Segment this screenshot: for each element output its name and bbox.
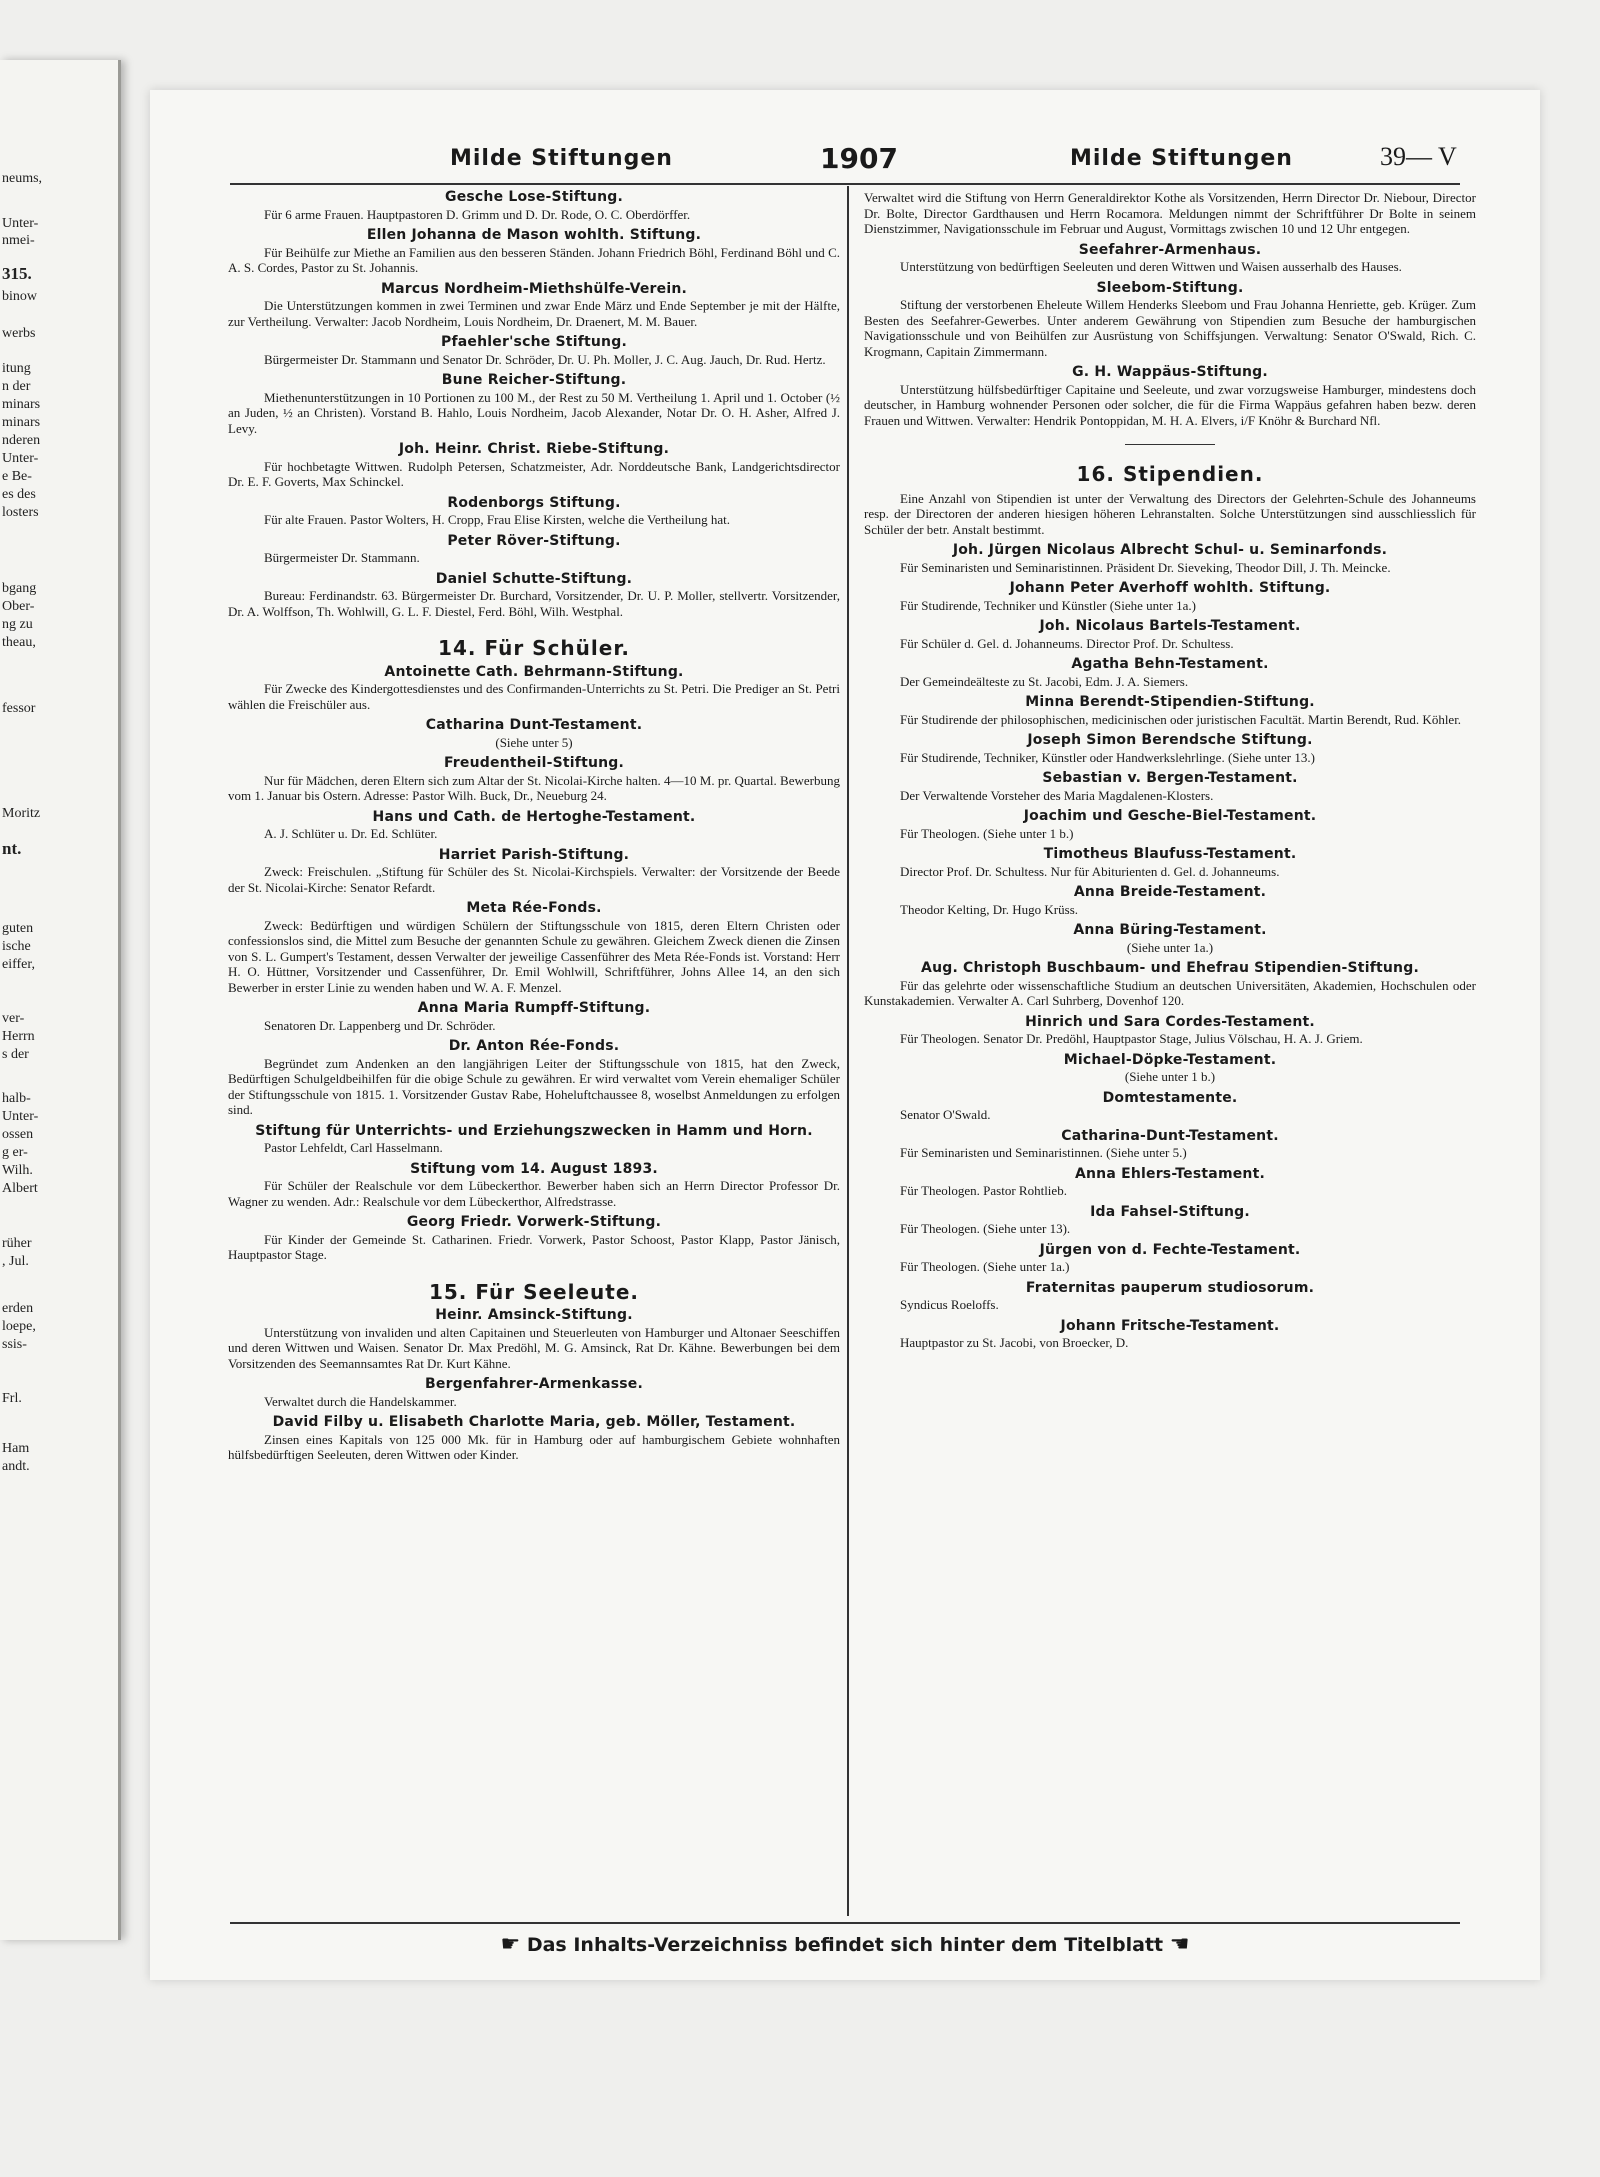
foundation-description: Stiftung der verstorbenen Eheleute Willem Henderks Sleebom und Frau Johanna Henriette, geb. Krüger. Zum Besten des Seefahrer-Gewerbes. Unter anderem Gewährung von Stipendien zum Besuche der hamburgischen Navigationsschule und von Beihülfen zur Ausrüstung von Schiffsjungen. Verwaltung: Senator O'Swald, Rich. C. Krogmann, Capitain Zimmermann. — [864, 297, 1476, 359]
foundation-entry — [228, 1215, 840, 1263]
header-right-title: Milde Stiftungen — [1070, 146, 1293, 171]
foundation-description: Für Beihülfe zur Miethe an Familien aus den besseren Ständen. Johann Friedrich Böhl, Ferdinand Böhl und C. A. S. Cordes, Pastor zu St. Johannis. — [228, 244, 840, 275]
adjacent-page-fragment: bgang — [2, 581, 37, 596]
foundation-description: Für Zwecke des Kindergottesdienstes und des Confirmanden-Unterrichts zu St. Petri. Die Prediger an St. Petri wählen die Freischüler aus. — [228, 681, 840, 712]
foundation-description: A. J. Schlüter u. Dr. Ed. Schlüter. — [264, 826, 438, 841]
foundation-entry — [864, 1053, 1476, 1085]
foundation-entry — [864, 1167, 1476, 1199]
adjacent-page-fragment: ng zu — [2, 617, 33, 632]
foundation-title: Bune Reicher-Stiftung. — [441, 372, 627, 388]
pointing-hand-right-icon: ☚ — [1169, 1932, 1190, 1957]
adjacent-page-fragment: minars — [2, 397, 41, 412]
foundation-title: Joseph Simon Berendsche Stiftung. — [1027, 732, 1313, 748]
foundation-title: Seefahrer-Armenhaus. — [1078, 241, 1262, 258]
foundation-entry — [864, 1091, 1476, 1123]
foundation-entry — [228, 335, 840, 367]
foundation-title: Hinrich und Sara Cordes-Testament. — [1025, 1013, 1315, 1030]
foundation-title: Stiftung vom 14. August 1893. — [410, 1160, 658, 1177]
adjacent-page-fragment: theau, — [2, 635, 36, 650]
foundation-entry — [228, 810, 840, 842]
pointing-hand-left-icon: ☛ — [500, 1932, 521, 1957]
adjacent-page-fragment: ische — [2, 939, 31, 954]
page-number: 39— V — [1380, 142, 1457, 171]
foundation-description: Für Kinder der Gemeinde St. Catharinen. Friedr. Vorwerk, Pastor Schoost, Pastor Klapp, Pastor Jänisch, Hauptpastor Stage. — [228, 1231, 840, 1262]
adjacent-page-fragment: ssis- — [2, 1337, 27, 1352]
footer-text: Das Inhalts-Verzeichniss befindet sich hinter dem Titelblatt — [526, 1934, 1164, 1956]
adjacent-page-fragment: Herrn — [2, 1029, 35, 1044]
adjacent-page-fragment: binow — [2, 289, 37, 304]
foundation-title: Sebastian v. Bergen-Testament. — [1042, 770, 1298, 786]
adjacent-page-fragment: n der — [2, 379, 31, 394]
foundation-entry — [228, 572, 840, 620]
header-rule — [230, 183, 1460, 185]
foundation-description: Nur für Mädchen, deren Eltern sich zum Altar der St. Nicolai-Kirche halten. 4—10 M. pr. Quartal. Bewerbung vom 1. Januar bis Ostern. Adresse: Pastor Wilh. Buck, Dr., Neueburg 24. — [228, 772, 840, 803]
foundation-description: Für 6 arme Frauen. Hauptpastoren D. Grimm und D. Dr. Rode, O. C. Oberdörffer. — [264, 206, 691, 222]
adjacent-page-fragment: itung — [2, 361, 31, 376]
foundation-title: Gesche Lose-Stiftung. — [445, 189, 623, 205]
adjacent-page-fragment: Unter- — [2, 216, 39, 231]
foundation-description: Unterstützung von invaliden und alten Capitainen und Steuerleuten von Hamburger und Altonaer Seeschiffen und deren Wittwen und Waisen. Senator Dr. Max Predöhl, M. G. Amsinck, Rat Dr. Kähne. Bewerbungen bei dem Vorsitzenden des Seemannsamtes Rat Dr. Kurt Kähne. — [228, 1324, 840, 1371]
column-divider — [847, 186, 849, 1916]
section-heading: 14. Für Schüler. — [438, 636, 630, 660]
foundation-title: Anna Maria Rumpff-Stiftung. — [417, 1000, 651, 1016]
adjacent-page-fragment: ver- — [2, 1011, 25, 1026]
header-left-title: Milde Stiftungen — [450, 146, 673, 171]
adjacent-page-fragment: andt. — [2, 1459, 30, 1474]
adjacent-page-fragment: , Jul. — [2, 1254, 29, 1269]
foundation-entry — [228, 1415, 840, 1463]
foundation-title: Meta Rée-Fonds. — [466, 900, 602, 916]
foundation-entry — [228, 442, 840, 490]
foundation-title: Heinr. Amsinck-Stiftung. — [435, 1307, 633, 1323]
foundation-description: Der Gemeindeälteste zu St. Jacobi, Edm. J. A. Siemers. — [900, 673, 1189, 689]
adjacent-page-fragment: nmei- — [2, 233, 35, 248]
foundation-title: Harriet Parish-Stiftung. — [438, 846, 630, 863]
foundation-entry — [864, 961, 1476, 1009]
foundation-title: Ida Fahsel-Stiftung. — [1090, 1203, 1250, 1220]
foundation-description: Für Seminaristen und Seminaristinnen. (Siehe unter 5.) — [900, 1145, 1187, 1160]
adjacent-page-fragment: ossen — [2, 1127, 34, 1142]
foundation-entry — [228, 848, 840, 896]
adjacent-page-fragment: Ham — [2, 1441, 30, 1456]
foundation-description: Bürgermeister Dr. Stammann. — [264, 550, 420, 565]
foundation-title: Fraternitas pauperum studiosorum. — [1025, 1279, 1315, 1296]
foundation-title: David Filby u. Elisabeth Charlotte Maria, geb. Möller, Testament. — [272, 1414, 796, 1430]
foundation-entry — [864, 581, 1476, 613]
foundation-entry — [864, 1319, 1476, 1351]
foundation-title: G. H. Wappäus-Stiftung. — [1072, 364, 1268, 380]
foundation-description: Begründet zum Andenken an den langjährigen Leiter der Stiftungsschule von 1815, hat den Zweck, Bedürftigen Schulgeldbeihilfen für die obige Schule zu gewähren. Er wird verwaltet vom Verein ehemaliger Schüler der Stiftungsschule von 1815. 1. Vorsitzender Gustav Rabe, Hoheluftchaussee 8, woselbst Anmeldungen zu erfolgen sind. — [228, 1055, 840, 1117]
adjacent-page-fragment: Unter- — [2, 451, 39, 466]
foundation-description: Für Theologen. (Siehe unter 13). — [900, 1221, 1071, 1236]
foundation-description: Für Seminaristen und Seminaristinnen. Präsident Dr. Sieveking, Theodor Dill, J. Th. Meincke. — [900, 559, 1391, 575]
foundation-entry — [228, 901, 840, 995]
foundation-description: Theodor Kelting, Dr. Hugo Krüss. — [900, 901, 1079, 917]
foundation-entry — [864, 771, 1476, 803]
foundation-description: Für alte Frauen. Pastor Wolters, H. Cropp, Frau Elise Kirsten, welche die Vertheilung hat. — [264, 512, 731, 527]
foundation-entry — [228, 665, 840, 713]
foundation-entry — [864, 695, 1476, 727]
foundation-entry — [864, 1243, 1476, 1275]
foundation-title: Catharina-Dunt-Testament. — [1061, 1127, 1279, 1144]
foundation-entry — [864, 657, 1476, 689]
foundation-description: Director Prof. Dr. Schultess. Nur für Abiturienten d. Gel. d. Johanneums. — [900, 863, 1280, 879]
adjacent-page-fragment: g er- — [2, 1145, 28, 1160]
foundation-entry — [228, 718, 840, 750]
foundation-title: Catharina Dunt-Testament. — [425, 717, 643, 733]
adjacent-page-fragment: werbs — [2, 326, 36, 341]
foundation-entry — [864, 190, 1476, 237]
foundation-entry — [864, 243, 1476, 275]
foundation-title: Antoinette Cath. Behrmann-Stiftung. — [384, 663, 684, 680]
foundation-entry — [864, 281, 1476, 360]
foundation-description: Pastor Lehfeldt, Carl Hasselmann. — [264, 1140, 443, 1155]
foundation-title: Agatha Behn-Testament. — [1071, 656, 1269, 672]
foundation-description: Unterstützung von bedürftigen Seeleuten und deren Wittwen und Waisen ausserhalb des Hauses. — [900, 259, 1402, 274]
adjacent-page-fragment: nderen — [2, 433, 41, 448]
foundation-title: Aug. Christoph Buschbaum- und Ehefrau Stipendien-Stiftung. — [921, 960, 1419, 976]
foundation-title: Georg Friedr. Vorwerk-Stiftung. — [406, 1214, 662, 1230]
foundation-title: Johann Peter Averhoff wohlth. Stiftung. — [1009, 580, 1331, 596]
foundation-entry — [864, 885, 1476, 917]
foundation-entry — [864, 809, 1476, 841]
foundation-entry — [228, 190, 840, 222]
foundation-description: Der Verwaltende Vorsteher des Maria Magdalenen-Klosters. — [900, 787, 1214, 803]
adjacent-page-strip — [0, 60, 121, 1940]
foundation-entry — [228, 1377, 840, 1409]
foundation-description: Für Theologen. (Siehe unter 1 b.) — [900, 825, 1074, 841]
foundation-title: Michael-Döpke-Testament. — [1063, 1051, 1277, 1068]
adjacent-page-fragment: rüher — [2, 1236, 32, 1251]
foundation-description: Zweck: Bedürftigen und würdigen Schülern der Stiftungsschule von 1815, deren Eltern Christen oder confessionslos sind, die Mittel zum Besuche der genannten Schule zu gewähren. Gleichem Zweck dienen die Zinsen von S. L. Gumpert's Testament, dessen Verwalter der jeweilige Cassenführer des Meta Rée-Fonds ist. Vorstand: Herr H. O. Hüttner, Vorsitzender und Cassenführer, Dr. Emil Wohlwill, Schriftführer, Johns Allee 14, an den sich Bewerber in erster Linie zu wenden haben und W. A. F. Menzel. — [228, 917, 840, 995]
foundation-title: Peter Röver-Stiftung. — [447, 532, 621, 549]
adjacent-page-fragment: es des — [2, 487, 36, 502]
foundation-description: Unterstützung hülfsbedürftiger Capitaine und Seeleute, und zwar vorzugsweise Hamburger, mindestens doch deutscher, in Hamburg wohnender Personen oder solcher, die für die Firma Wappäus gefahren haben bezw. deren Frauen und Wittwen. Verwalter: Hendrik Pontoppidan, M. H. A. Elvers, i/F Knöhr & Burchard Nfl. — [864, 381, 1476, 428]
document-page — [150, 90, 1540, 1980]
foundation-description: Für Theologen. Pastor Rohtlieb. — [900, 1183, 1067, 1198]
foundation-description: Zweck: Freischulen. „Stiftung für Schüler des St. Nicolai-Kirchspiels. Verwalter: der Vorsitzende der Beede der St. Nicolai-Kirche: Senator Refardt. — [228, 864, 840, 895]
foundation-title: Minna Berendt-Stipendien-Stiftung. — [1025, 694, 1315, 710]
foundation-title: Marcus Nordheim-Miethshülfe-Verein. — [380, 280, 688, 297]
foundation-entry — [228, 1308, 840, 1371]
foundation-description: Senatoren Dr. Lappenberg und Dr. Schröder. — [264, 1017, 496, 1033]
foundation-title: Joh. Nicolaus Bartels-Testament. — [1039, 618, 1301, 634]
adjacent-page-fragment: losters — [2, 505, 39, 520]
foundation-description: (Siehe unter 1a.) — [1126, 939, 1214, 955]
foundation-title: Timotheus Blaufuss-Testament. — [1043, 846, 1297, 862]
foundation-description: Syndicus Roeloffs. — [900, 1297, 999, 1312]
section-heading: 15. Für Seeleute. — [428, 1279, 640, 1304]
foundation-title: Daniel Schutte-Stiftung. — [435, 570, 633, 587]
footer-notice — [150, 1932, 1540, 1957]
adjacent-page-fragment: nt. — [2, 839, 22, 858]
foundation-description: Für Schüler d. Gel. d. Johanneums. Director Prof. Dr. Schultess. — [900, 635, 1234, 651]
adjacent-page-fragment: e Be- — [2, 469, 32, 484]
foundation-description: Zinsen eines Kapitals von 125 000 Mk. für in Hamburg oder auf hamburgischem Gebiete wohnhaften hülfsbedürftigen Seeleuten, deren Wittwen oder Kinder. — [228, 1431, 840, 1462]
foundation-entry — [864, 543, 1476, 575]
right-column — [864, 190, 1476, 1357]
foundation-entry — [864, 1205, 1476, 1237]
adjacent-page-fragment: eiffer, — [2, 957, 35, 972]
adjacent-page-fragment: s der — [2, 1047, 29, 1062]
foundation-entry — [864, 1015, 1476, 1047]
adjacent-page-fragment: Albert — [2, 1181, 38, 1196]
foundation-entry — [228, 756, 840, 804]
foundation-title: Anna Büring-Testament. — [1073, 922, 1267, 938]
adjacent-page-fragment: Ober- — [2, 599, 35, 614]
foundation-description: Für Schüler der Realschule vor dem Lübeckerthor. Bewerber haben sich an Herrn Director Professor Dr. Wagner zu wenden. Adr.: Realschule vor dem Lübeckerthor, Alfredstrasse. — [228, 1178, 840, 1209]
foundation-entry — [228, 1039, 840, 1118]
adjacent-page-fragment: neums, — [2, 171, 43, 186]
foundation-description: (Siehe unter 5) — [495, 734, 573, 750]
foundation-entry — [864, 923, 1476, 955]
adjacent-page-fragment: halb- — [2, 1091, 31, 1106]
adjacent-page-fragment: Frl. — [2, 1391, 22, 1406]
foundation-description: Verwaltet wird die Stiftung von Herrn Generaldirektor Kothe als Vorsitzenden, Herrn Director Dr. Niebour, Director Dr. Bolte, Director Gardthausen und Herrn Rocamora. Meldungen nimmt der Schriftführer Dr Bolte in seinem Dienstzimmer, Navigationsschule im Februar und August, Vormittags zwischen 10 und 12 Uhr entgegen. — [864, 190, 1476, 236]
foundation-title: Hans und Cath. de Hertoghe-Testament. — [372, 808, 696, 825]
foundation-entry — [228, 373, 840, 436]
foundation-entry — [228, 1001, 840, 1033]
foundation-title: Freudentheil-Stiftung. — [443, 755, 625, 771]
foundation-title: Jürgen von d. Fechte-Testament. — [1039, 1241, 1301, 1258]
foundation-entry — [864, 365, 1476, 428]
foundation-title: Joh. Heinr. Christ. Riebe-Stiftung. — [398, 441, 670, 457]
foundation-entry — [228, 534, 840, 566]
foundation-entry — [864, 619, 1476, 651]
foundation-entry — [864, 491, 1476, 538]
foundation-description: Für das gelehrte oder wissenschaftliche Studium an deutschen Universitäten, Akademien, Hochschulen oder Kunstakademien. Verwalter A. Carl Suhrberg, Dovenhof 120. — [864, 977, 1476, 1008]
foundation-title: Anna Breide-Testament. — [1073, 884, 1267, 900]
foundation-description: Bürgermeister Dr. Stammann und Senator Dr. Schröder, Dr. U. Ph. Moller, J. C. Aug. Jauch, Dr. Rud. Hertz. — [264, 351, 826, 367]
foundation-entry — [864, 733, 1476, 765]
page-header — [150, 140, 1540, 180]
foundation-description: Senator O'Swald. — [900, 1107, 991, 1122]
foundation-entry — [864, 1281, 1476, 1313]
header-year: 1907 — [820, 142, 898, 175]
adjacent-page-fragment: Moritz — [2, 806, 41, 821]
footer-rule — [230, 1922, 1460, 1924]
foundation-description: Die Unterstützungen kommen in zwei Terminen und zwar Ende März und Ende September je mit der Hälfte, zur Vertheilung. Verwalter: Jacob Nordheim, Louis Nordheim, Dr. Draenert, M. M. Bauer. — [228, 298, 840, 329]
foundation-description: Für Theologen. (Siehe unter 1a.) — [900, 1259, 1070, 1274]
foundation-entry — [228, 1162, 840, 1210]
foundation-title: Dr. Anton Rée-Fonds. — [448, 1038, 620, 1054]
foundation-entry — [864, 1129, 1476, 1161]
foundation-title: Johann Fritsche-Testament. — [1060, 1317, 1280, 1334]
foundation-title: Domtestamente. — [1102, 1089, 1238, 1106]
foundation-entry — [228, 228, 840, 276]
adjacent-page-fragment: Unter- — [2, 1109, 39, 1124]
foundation-description: Miethenunterstützungen in 10 Portionen zu 100 M., der Rest zu 50 M. Vertheilung 1. April und 1. October (½ an Juden, ½ an Christen). Vorstand B. Hahlo, Louis Nordheim, Jacob Alexander, Notar Dr. O. H. Asher, Alfred J. Levy. — [228, 389, 840, 436]
foundation-description: Für Studirende, Techniker und Künstler (Siehe unter 1a.) — [900, 597, 1196, 613]
foundation-title: Stiftung für Unterrichts- und Erziehungszwecken in Hamm und Horn. — [255, 1122, 813, 1139]
section-heading: 16. Stipendien. — [1076, 462, 1264, 486]
section-separator — [1125, 444, 1215, 445]
foundation-entry — [228, 1124, 840, 1156]
foundation-description: Verwaltet durch die Handelskammer. — [264, 1393, 457, 1409]
foundation-description: Bureau: Ferdinandstr. 63. Bürgermeister Dr. Burchard, Vorsitzender, Dr. U. P. Moller, stellvertr. Vorsitzender, Dr. A. Wolffson, Th. Wohlwill, G. L. F. Diestel, Ferd. Böhl, Wilh. Westphal. — [228, 588, 840, 619]
foundation-title: Rodenborgs Stiftung. — [447, 494, 621, 511]
left-column — [228, 190, 840, 1469]
adjacent-page-fragment: fessor — [2, 701, 36, 716]
foundation-entry — [228, 282, 840, 330]
foundation-description: (Siehe unter 1 b.) — [1124, 1069, 1216, 1084]
adjacent-page-fragment: Wilh. — [2, 1163, 33, 1178]
foundation-description: Für Studirende der philosophischen, medicinischen oder juristischen Facultät. Martin Berendt, Rud. Köhler. — [900, 711, 1462, 727]
foundation-description: Eine Anzahl von Stipendien ist unter der Verwaltung des Directors der Gelehrten-Schule des Johanneums resp. der Directoren der anderen hiesigen höheren Lehranstalten. Solche Unterstützungen sind ausschliesslich für Schüler der betr. Anstalt bestimmt. — [864, 490, 1476, 537]
foundation-description: Für hochbetagte Wittwen. Rudolph Petersen, Schatzmeister, Adr. Norddeutsche Bank, Landgerichtsdirector Dr. E. F. Goverts, Max Schinckel. — [228, 458, 840, 489]
foundation-description: Für Studirende, Techniker, Künstler oder Handwerkslehrlinge. (Siehe unter 13.) — [900, 749, 1315, 765]
foundation-description: Für Theologen. Senator Dr. Predöhl, Hauptpastor Stage, Julius Völschau, H. A. J. Griem. — [900, 1031, 1363, 1046]
foundation-title: Anna Ehlers-Testament. — [1074, 1165, 1266, 1182]
foundation-title: Joachim und Gesche-Biel-Testament. — [1023, 808, 1317, 824]
adjacent-page-fragment: 315. — [2, 264, 32, 283]
adjacent-page-fragment: minars — [2, 415, 41, 430]
adjacent-page-fragment: guten — [2, 921, 34, 936]
foundation-title: Bergenfahrer-Armenkasse. — [425, 1376, 643, 1392]
foundation-entry — [864, 847, 1476, 879]
adjacent-page-fragment: loepe, — [2, 1319, 36, 1334]
foundation-title: Ellen Johanna de Mason wohlth. Stiftung. — [366, 227, 702, 243]
adjacent-page-fragment: erden — [2, 1301, 34, 1316]
foundation-entry — [228, 496, 840, 528]
foundation-description: Hauptpastor zu St. Jacobi, von Broecker, D. — [900, 1335, 1129, 1350]
foundation-title: Joh. Jürgen Nicolaus Albrecht Schul- u. Seminarfonds. — [952, 542, 1388, 558]
foundation-title: Pfaehler'sche Stiftung. — [441, 334, 627, 350]
foundation-title: Sleebom-Stiftung. — [1096, 279, 1244, 296]
